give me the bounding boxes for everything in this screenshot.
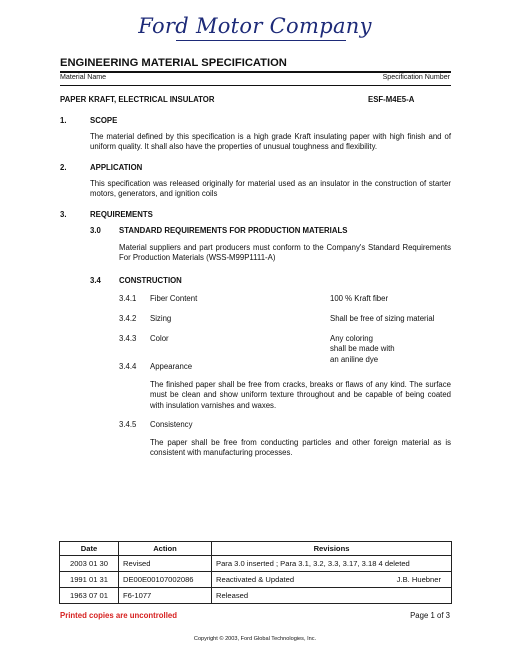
revision-text: [212, 572, 452, 588]
scope-number: 1.: [60, 116, 67, 125]
item-number: 3.4.2: [119, 314, 137, 323]
revision-description: Reactivated & Updated: [216, 575, 295, 584]
requirements-number: 3.: [60, 210, 67, 219]
spec-number-label: Specification Number: [382, 73, 450, 81]
application-heading: APPLICATION: [90, 163, 143, 172]
appearance-text: The finished paper shall be free from cracks, breaks or flaws of any kind. The surface must be clean and show uniform texture throughout and be capable of being coated with insulation varnishes and waxes.: [150, 380, 451, 410]
item-label-consistency: Consistency: [150, 420, 193, 429]
table-row: [60, 572, 452, 588]
item-label-fiber-content: Fiber Content: [150, 294, 198, 303]
item-number: 3.4.1: [119, 294, 137, 303]
item-number: 3.4.5: [119, 420, 137, 429]
scope-text: The material defined by this specification is a high grade Kraft insulating paper with high finish and of uniform quality. It shall also have the properties of unusual toughness and flexibility.: [90, 132, 451, 152]
company-logo: Ford Motor Company: [138, 14, 372, 38]
document-title: ENGINEERING MATERIAL SPECIFICATION: [60, 57, 287, 69]
item-number: 3.4.3: [119, 334, 137, 343]
item-value-fiber-content: 100 % Kraft fiber: [330, 294, 389, 303]
table-row: [60, 556, 452, 572]
revision-date: 1963 07 01: [60, 588, 119, 604]
standard-heading: STANDARD REQUIREMENTS FOR PRODUCTION MATERIALS: [119, 226, 348, 235]
construction-heading: CONSTRUCTION: [119, 276, 182, 285]
standard-text: Material suppliers and part producers must conform to the Company's Standard Requirements For Production Materials (WSS-M99P1111-A): [119, 243, 451, 263]
application-text: This specification was released originally for material used as an insulator in the construction of starter motors, generators, and ignition coils: [90, 179, 451, 199]
application-number: 2.: [60, 163, 67, 172]
revision-description: Para 3.0 inserted ; Para 3.1, 3.2, 3.3, 3.17, 3.18 4 deleted: [216, 559, 410, 568]
revision-header-row: [60, 542, 452, 556]
header-date: Date: [60, 542, 119, 556]
header-revisions: Revisions: [212, 542, 452, 556]
copyright-notice: Copyright © 2003, Ford Global Technologies, Inc.: [193, 636, 317, 642]
material-name-label: Material Name: [60, 73, 107, 81]
item-label-appearance: Appearance: [150, 362, 193, 371]
revision-author: J.B. Huebner: [396, 575, 441, 584]
spec-number: ESF-M4E5-A: [368, 95, 415, 104]
item-label-color: Color: [150, 334, 169, 343]
revision-action: F6-1077: [119, 588, 212, 604]
revision-text: [212, 588, 452, 604]
revision-text: [212, 556, 452, 572]
standard-number: 3.0: [90, 226, 101, 235]
color-value-line: an aniline dye: [330, 354, 379, 364]
color-value-line: Any coloring: [330, 334, 373, 343]
requirements-heading: REQUIREMENTS: [90, 210, 153, 219]
construction-number: 3.4: [90, 276, 101, 285]
revision-action: Revised: [119, 556, 212, 572]
logo-underline: [176, 40, 346, 41]
consistency-text: The paper shall be free from conducting particles and other foreign material as is consistent with manufacturing processes.: [150, 438, 451, 458]
revision-table: [59, 541, 452, 604]
revision-date: 1991 01 31: [60, 572, 119, 588]
item-value-color: [330, 334, 395, 365]
material-name: PAPER KRAFT, ELECTRICAL INSULATOR: [60, 95, 215, 104]
label-rule: [60, 85, 451, 86]
revision-description: Released: [216, 591, 249, 600]
uncontrolled-warning: Printed copies are uncontrolled: [60, 611, 177, 620]
item-number: 3.4.4: [119, 362, 137, 371]
revision-date: 2003 01 30: [60, 556, 119, 572]
page-number: Page 1 of 3: [410, 611, 450, 620]
header-action: Action: [119, 542, 212, 556]
table-row: [60, 588, 452, 604]
revision-action: DE00E00107002086: [119, 572, 212, 588]
color-value-line: shall be made with: [330, 344, 395, 354]
scope-heading: SCOPE: [90, 116, 118, 125]
item-value-sizing: Shall be free of sizing material: [330, 314, 435, 323]
item-label-sizing: Sizing: [150, 314, 172, 323]
